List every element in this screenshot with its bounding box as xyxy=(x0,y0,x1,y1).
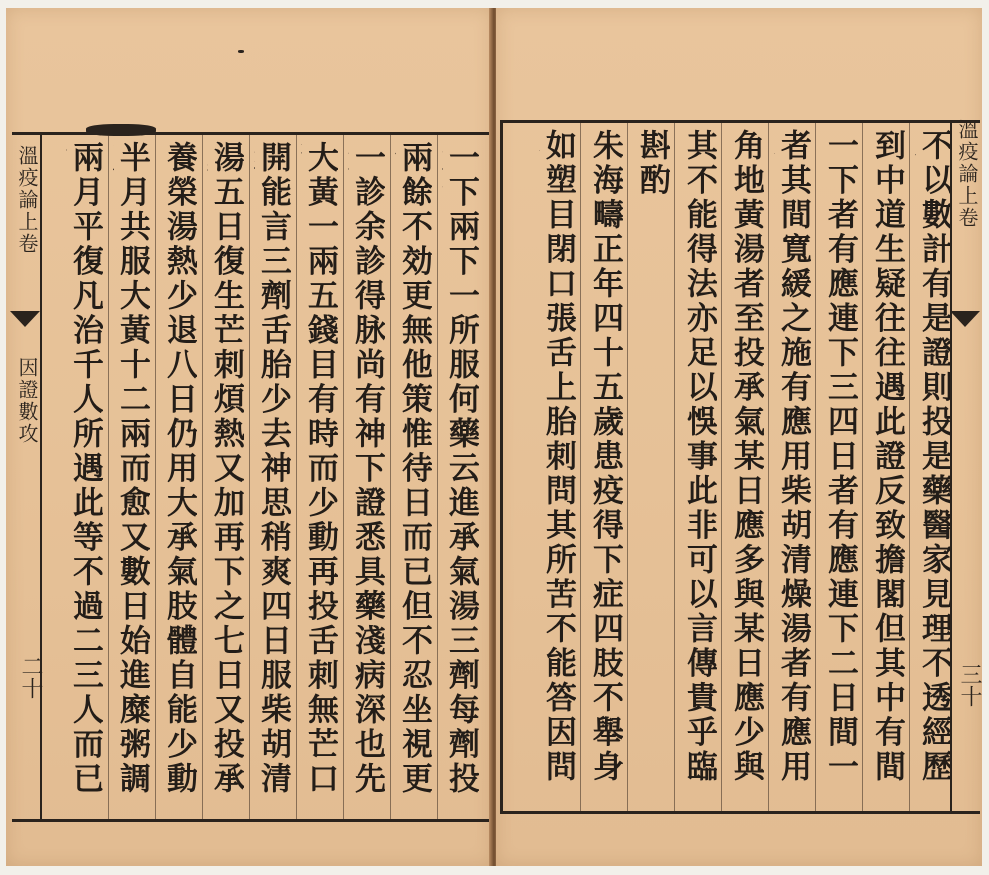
column-rule xyxy=(108,135,109,819)
left-margin-title: 溫疫論上卷 xyxy=(15,145,39,255)
text-column-4: 者其間寬緩之施有應用柴胡清燥湯者有應用 xyxy=(775,129,811,785)
column-rule xyxy=(674,123,675,811)
right-margin-title: 溫疫論上卷 xyxy=(955,119,979,229)
column-rule xyxy=(627,123,628,811)
column-rule xyxy=(437,135,438,819)
ink-speck xyxy=(238,50,244,53)
right-margin-strip xyxy=(950,119,982,811)
column-rule xyxy=(390,135,391,819)
right-page xyxy=(496,8,982,866)
column-rule xyxy=(343,135,344,819)
column-rule xyxy=(155,135,156,819)
column-rule xyxy=(202,135,203,819)
text-column-3: 一下者有應連下三四日者有應連下二日間一 xyxy=(822,129,858,785)
fishtail-mark xyxy=(10,311,40,327)
column-rule xyxy=(249,135,250,819)
text-column-6: 湯五日復生芒刺煩熱又加再下之七日又投承 xyxy=(208,141,244,797)
left-margin-strip xyxy=(12,135,42,819)
left-text-frame xyxy=(12,132,492,822)
column-rule xyxy=(768,123,769,811)
fishtail-mark xyxy=(950,311,980,327)
text-column-2: 到中道生疑往往遇此證反致擔閣但其中有間 xyxy=(869,129,905,785)
column-rule xyxy=(296,135,297,819)
left-page xyxy=(6,8,492,866)
text-column-6: 其不能得法亦足以悞事此非可以言傳貴乎臨 xyxy=(681,129,717,785)
text-column-8: 朱海疇正年四十五歲患疫得下症四肢不舉身 xyxy=(587,129,623,785)
text-column-3: 一診余診得脉尚有神下證悉具藥淺病深也先 xyxy=(349,141,385,797)
text-column-5: 開能言三劑舌胎少去神思稍爽四日服柴胡清 xyxy=(255,141,291,797)
text-column-5: 角地黃湯者至投承氣某日應多與某日應少與 xyxy=(728,129,764,785)
text-column-9: 如塑目閉口張舌上胎刺問其所苦不能答因問 xyxy=(540,129,576,785)
text-column-2: 兩餘不効更無他策惟待日而已但不忍坐視更 xyxy=(396,141,432,797)
column-rule xyxy=(815,123,816,811)
text-column-1: 不以數計有是證則投是藥醫家見理不透經歷 xyxy=(916,129,952,785)
right-text-frame xyxy=(500,120,980,814)
text-column-7: 斟酌 xyxy=(634,129,670,198)
column-rule xyxy=(580,123,581,811)
text-column-1: 一下兩下一所服何藥云進承氣湯三劑每劑投 xyxy=(443,141,479,797)
text-column-4: 大黃一兩五錢目有時而少動再投舌刺無芒口 xyxy=(302,141,338,797)
column-rule xyxy=(862,123,863,811)
text-column-8: 半月共服大黃十二兩而愈又數日始進糜粥調 xyxy=(114,141,150,797)
left-page-number: 二十 xyxy=(18,655,43,699)
column-rule xyxy=(721,123,722,811)
left-margin-section: 因證數攻 xyxy=(15,357,39,445)
text-column-9: 兩月平復凡治千人所遇此等不過二三人而已 xyxy=(67,141,103,797)
right-page-number: 三十 xyxy=(957,663,982,707)
text-column-7: 養榮湯熱少退八日仍用大承氣肢體自能少動 xyxy=(161,141,197,797)
column-rule xyxy=(909,123,910,811)
